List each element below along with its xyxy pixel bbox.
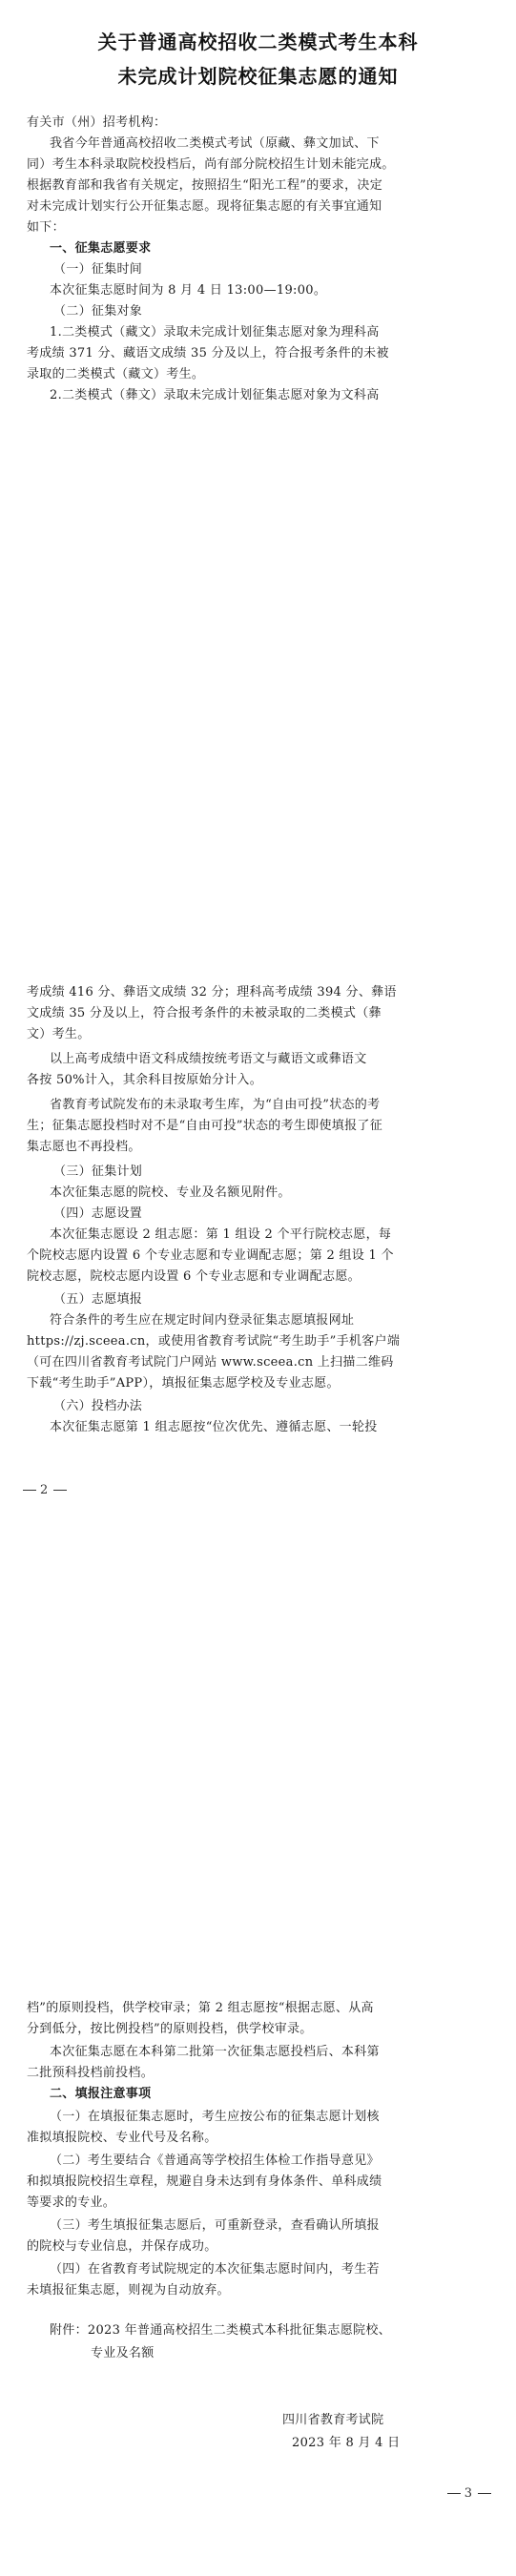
document-title-line-2: 未完成计划院校征集志愿的通知 (117, 65, 399, 88)
intro-line: 我省今年普通高校招收二类模式考试（原藏、彝文加试、下 (50, 136, 380, 151)
body-line: 未填报征集志愿，则视为自动放弃。 (27, 2283, 230, 2298)
intro-line: 对未完成计划实行公开征集志愿。现将征集志愿的有关事宜通知 (27, 199, 382, 214)
body-line: 各按 50%计入，其余科目按原始分计入。 (27, 1073, 263, 1087)
body-line: 文成绩 35 分及以上，符合报考条件的未被录取的二类模式（彝 (27, 1006, 382, 1020)
body-line: （二）考生要结合《普通高等学校招生体检工作指导意见》 (50, 2154, 380, 2168)
body-line: 1.二类模式（藏文）录取未完成计划征集志愿对象为理科高 (50, 325, 380, 340)
section-1-heading: 一、征集志愿要求 (50, 241, 152, 256)
subsection-heading: （三）征集计划 (53, 1164, 143, 1179)
body-line: 以上高考成绩中语文科成绩按统考语文与藏语文或彝语文 (50, 1052, 367, 1066)
addressee: 有关市（州）招考机构： (27, 115, 167, 130)
page-number-dash (447, 2493, 461, 2494)
body-line: https://zj.sceea.cn，或使用省教育考试院“考生助手”手机客户端 (27, 1334, 401, 1349)
body-line: 2.二类模式（彝文）录取未完成计划征集志愿对象为文科高 (50, 388, 380, 402)
body-line: 本次征集志愿时间为 8 月 4 日 13:00—19:00。 (50, 283, 327, 298)
subsection-heading: （一）征集时间 (53, 262, 143, 277)
intro-line: 同）考生本科录取院校投档后，尚有部分院校招生计划未能完成。 (27, 157, 395, 172)
body-line: 个院校志愿内设置 6 个专业志愿和专业调配志愿；第 2 组设 1 个 (27, 1248, 394, 1263)
page-1 (0, 0, 516, 982)
body-line: 本次征集志愿第 1 组志愿按“位次优先、遵循志愿、一轮投 (50, 1420, 378, 1434)
body-line: 本次征集志愿的院校、专业及名额见附件。 (50, 1185, 291, 1200)
intro-line: 根据教育部和我省有关规定，按照招生“阳光工程”的要求，决定 (27, 178, 382, 193)
page-3 (0, 1998, 516, 2576)
body-line: 符合条件的考生应在规定时间内登录征集志愿填报网址 (50, 1313, 355, 1328)
body-line: 分到低分，按比例投档”的原则投档，供学校审录。 (27, 2022, 313, 2036)
document-title-line-1: 关于普通高校招收二类模式考生本科 (97, 31, 419, 53)
page-number (444, 2486, 495, 2501)
body-line: 考成绩 371 分、藏语文成绩 35 分及以上，符合报考条件的未被 (27, 346, 389, 361)
page-number-value: 3 (464, 2486, 474, 2501)
body-line: （三）考生填报征集志愿后，可重新登录，查看确认所填报 (50, 2218, 380, 2233)
subsection-heading: （五）志愿填报 (53, 1292, 143, 1307)
page-number (19, 1483, 71, 1497)
signature-org: 四川省教育考试院 (282, 2413, 384, 2427)
signature-date: 2023 年 8 月 4 日 (292, 2436, 401, 2450)
intro-line: 如下： (27, 220, 65, 235)
subsection-heading: （四）志愿设置 (53, 1206, 143, 1221)
body-line: 本次征集志愿在本科第二批第一次征集志愿投档后、本科第 (50, 2045, 380, 2059)
body-line: 省教育考试院发布的未录取考生库，为“自由可投”状态的考 (50, 1098, 381, 1112)
body-line: 院校志愿，院校志愿内设置 6 个专业志愿和专业调配志愿。 (27, 1269, 361, 1284)
body-line: 等要求的专业。 (27, 2195, 116, 2210)
page-2 (0, 982, 516, 1998)
body-line: 文）考生。 (27, 1027, 91, 1041)
body-line: （一）在填报征集志愿时，考生应按公布的征集志愿计划核 (50, 2110, 380, 2124)
subsection-heading: （二）征集对象 (53, 304, 143, 319)
body-line: 档”的原则投档，供学校审录；第 2 组志愿按“根据志愿、从高 (27, 2001, 374, 2015)
body-line: 和拟填报院校招生章程，规避自身未达到有身体条件、单科成绩 (27, 2174, 382, 2189)
attachment-line: 附件：2023 年普通高校招生二类模式本科批征集志愿院校、 (50, 2323, 391, 2338)
body-line: 录取的二类模式（藏文）考生。 (27, 367, 205, 381)
page-number-dash (478, 2493, 491, 2494)
body-line: （可在四川省教育考试院门户网站 www.sceea.cn 上扫描二维码 (27, 1355, 394, 1370)
body-line: 二批预科投档前投档。 (27, 2066, 155, 2080)
body-line: 下载“考生助手”APP），填报征集志愿学校及专业志愿。 (27, 1376, 340, 1391)
body-line: 的院校与专业信息，并保存成功。 (27, 2239, 217, 2254)
subsection-heading: （六）投档办法 (53, 1399, 143, 1413)
attachment-line: 专业及名额 (91, 2346, 155, 2360)
body-line: 生；征集志愿投档时对不是“自由可投”状态的考生即使填报了征 (27, 1119, 382, 1133)
body-line: 本次征集志愿设 2 组志愿：第 1 组设 2 个平行院校志愿，每 (50, 1227, 392, 1242)
page-number-dash (23, 1490, 36, 1491)
page-number-dash (53, 1490, 67, 1491)
section-2-heading: 二、填报注意事项 (50, 2087, 152, 2101)
body-line: 考成绩 416 分、彝语文成绩 32 分；理科高考成绩 394 分、彝语 (27, 985, 397, 999)
body-line: 准拟填报院校、专业代号及名称。 (27, 2131, 217, 2145)
body-line: （四）在省教育考试院规定的本次征集志愿时间内，考生若 (50, 2262, 380, 2277)
body-line: 集志愿也不再投档。 (27, 1140, 141, 1154)
page-number-value: 2 (40, 1483, 51, 1497)
